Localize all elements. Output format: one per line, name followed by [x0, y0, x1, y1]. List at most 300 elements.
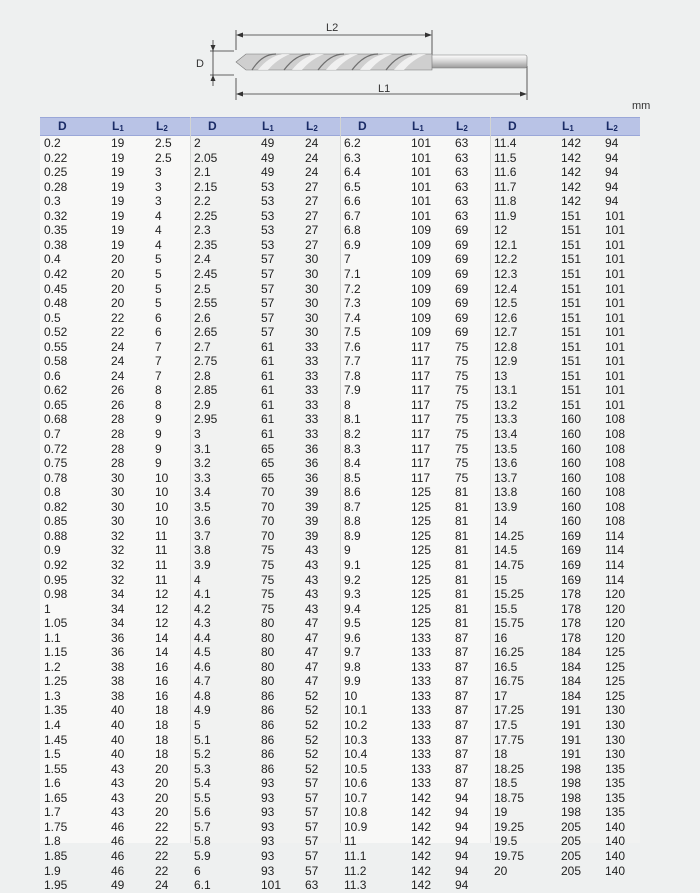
cell-total-length: 38 [111, 674, 125, 689]
cell-flute-length: 75 [455, 397, 469, 412]
cell-total-length: 117 [411, 441, 431, 456]
cell-flute-length: 75 [455, 470, 469, 485]
cell-diameter: 4.8 [194, 688, 211, 703]
cell-diameter: 1.65 [44, 790, 68, 805]
header-l2: $L_2$ [306, 119, 318, 133]
cell-diameter: 2.4 [194, 252, 211, 267]
cell-total-length: 198 [561, 790, 582, 805]
cell-total-length: 19 [111, 208, 125, 223]
cell-diameter: 2.5 [194, 281, 211, 296]
cell-flute-length: 101 [605, 237, 626, 252]
cell-total-length: 160 [561, 412, 582, 427]
cell-flute-length: 87 [455, 747, 469, 762]
cell-diameter: 0.78 [44, 470, 68, 485]
cell-flute-length: 120 [605, 601, 626, 616]
cell-diameter: 7.1 [344, 266, 361, 281]
cell-total-length: 205 [561, 863, 582, 878]
header-l1: $L_1$ [112, 119, 124, 133]
cell-total-length: 24 [111, 354, 125, 369]
cell-flute-length: 87 [455, 630, 469, 645]
cell-diameter: 1.45 [44, 732, 68, 747]
cell-diameter: 2.75 [194, 354, 218, 369]
column-divider [190, 117, 191, 843]
cell-diameter: 11.8 [494, 194, 517, 209]
cell-flute-length: 8 [155, 397, 162, 412]
cell-flute-length: 94 [455, 848, 469, 863]
cell-diameter: 0.5 [44, 310, 61, 325]
cell-flute-length: 27 [305, 208, 319, 223]
cell-diameter: 9.4 [344, 601, 361, 616]
cell-flute-length: 57 [305, 834, 319, 849]
cell-diameter: 3.1 [194, 441, 211, 456]
cell-flute-length: 20 [155, 790, 169, 805]
cell-total-length: 61 [261, 427, 275, 441]
cell-diameter: 6 [194, 863, 201, 878]
cell-diameter: 16 [494, 630, 508, 645]
cell-total-length: 151 [561, 354, 582, 369]
header-d: D [208, 119, 217, 133]
cell-diameter: 17.25 [494, 703, 525, 718]
cell-diameter: 14.75 [494, 557, 525, 572]
cell-diameter: 0.85 [44, 514, 68, 529]
cell-total-length: 32 [111, 572, 125, 587]
cell-diameter: 1.95 [44, 878, 68, 893]
cell-total-length: 133 [411, 674, 432, 689]
cell-total-length: 93 [261, 776, 275, 791]
cell-diameter: 5.3 [194, 761, 211, 776]
cell-diameter: 12.5 [494, 296, 518, 311]
cell-diameter: 13.6 [494, 456, 518, 471]
cell-diameter: 7.7 [344, 354, 361, 369]
cell-flute-length: 75 [455, 412, 469, 427]
cell-flute-length: 9 [155, 427, 162, 441]
cell-flute-length: 81 [455, 616, 469, 631]
cell-total-length: 49 [261, 150, 275, 165]
cell-diameter: 0.8 [44, 485, 61, 500]
cell-flute-length: 63 [455, 194, 469, 209]
cell-diameter: 8.3 [344, 441, 361, 456]
cell-total-length: 178 [561, 587, 582, 602]
cell-total-length: 133 [411, 645, 432, 660]
cell-flute-length: 47 [305, 616, 319, 631]
header-l1: $L_1$ [262, 119, 274, 133]
cell-total-length: 46 [111, 834, 125, 849]
cell-flute-length: 47 [305, 659, 319, 674]
cell-flute-length: 20 [155, 776, 169, 791]
cell-diameter: 2.05 [194, 150, 218, 165]
cell-diameter: 0.35 [44, 223, 68, 238]
cell-total-length: 65 [261, 456, 275, 471]
cell-flute-length: 39 [305, 528, 319, 543]
cell-flute-length: 9 [155, 441, 162, 456]
cell-flute-length: 101 [605, 310, 626, 325]
cell-total-length: 151 [561, 397, 582, 412]
cell-diameter: 10 [344, 688, 358, 703]
cell-flute-length: 39 [305, 514, 319, 529]
cell-total-length: 160 [561, 514, 582, 529]
cell-diameter: 0.98 [44, 587, 68, 602]
cell-diameter: 6.4 [344, 165, 361, 180]
cell-diameter: 1.25 [44, 674, 68, 689]
cell-flute-length: 2.5 [155, 136, 172, 150]
cell-total-length: 80 [261, 645, 275, 660]
cell-flute-length: 24 [305, 136, 319, 150]
cell-diameter: 2.65 [194, 325, 218, 340]
cell-flute-length: 101 [605, 339, 626, 354]
cell-diameter: 18.75 [494, 790, 525, 805]
cell-diameter: 4 [194, 572, 201, 587]
cell-diameter: 2.25 [194, 208, 218, 223]
cell-diameter: 8.7 [344, 499, 361, 514]
length-total-label: L1 [378, 83, 391, 95]
cell-diameter: 4.9 [194, 703, 211, 718]
cell-total-length: 86 [261, 732, 275, 747]
cell-diameter: 5.2 [194, 747, 211, 762]
cell-diameter: 18.25 [494, 761, 525, 776]
cell-total-length: 125 [411, 616, 432, 631]
cell-flute-length: 125 [605, 645, 626, 660]
cell-diameter: 7.4 [344, 310, 361, 325]
cell-flute-length: 16 [155, 659, 169, 674]
cell-diameter: 3.7 [194, 528, 211, 543]
header-l2: $L_2$ [606, 119, 618, 133]
cell-diameter: 11.4 [494, 136, 517, 150]
cell-diameter: 4.2 [194, 601, 211, 616]
cell-total-length: 57 [261, 310, 275, 325]
cell-total-length: 19 [111, 223, 125, 238]
cell-total-length: 61 [261, 354, 275, 369]
cell-flute-length: 69 [455, 252, 469, 267]
cell-flute-length: 101 [605, 208, 626, 223]
cell-total-length: 125 [411, 587, 432, 602]
cell-diameter: 13.7 [494, 470, 518, 485]
cell-total-length: 151 [561, 383, 582, 398]
cell-total-length: 57 [261, 325, 275, 340]
cell-total-length: 205 [561, 834, 582, 849]
cell-total-length: 19 [111, 194, 125, 209]
cell-flute-length: 36 [305, 456, 319, 471]
cell-diameter: 6.2 [344, 136, 361, 150]
cell-flute-length: 75 [455, 339, 469, 354]
cell-total-length: 125 [411, 528, 432, 543]
cell-diameter: 3 [194, 427, 201, 441]
cell-flute-length: 108 [605, 412, 626, 427]
cell-flute-length: 94 [605, 136, 619, 150]
cell-diameter: 11.6 [494, 165, 517, 180]
cell-flute-length: 52 [305, 718, 319, 732]
cell-flute-length: 108 [605, 456, 626, 471]
cell-total-length: 24 [111, 339, 125, 354]
cell-flute-length: 18 [155, 747, 169, 762]
cell-diameter: 5.5 [194, 790, 211, 805]
cell-total-length: 40 [111, 732, 125, 747]
cell-total-length: 109 [411, 281, 432, 296]
cell-flute-length: 39 [305, 485, 319, 500]
cell-diameter: 0.68 [44, 412, 68, 427]
cell-diameter: 13.2 [494, 397, 518, 412]
cell-diameter: 16.5 [494, 659, 518, 674]
cell-flute-length: 33 [305, 354, 319, 369]
cell-diameter: 11.9 [494, 208, 517, 223]
cell-diameter: 2.6 [194, 310, 211, 325]
column-divider [340, 117, 341, 843]
cell-flute-length: 81 [455, 587, 469, 602]
cell-diameter: 8 [344, 397, 351, 412]
cell-diameter: 8.6 [344, 485, 361, 500]
cell-total-length: 117 [411, 456, 431, 471]
cell-total-length: 125 [411, 485, 432, 500]
cell-flute-length: 57 [305, 805, 319, 820]
cell-diameter: 9.1 [344, 557, 361, 572]
cell-diameter: 1.05 [44, 616, 68, 631]
cell-flute-length: 52 [305, 703, 319, 718]
cell-diameter: 4.1 [194, 587, 211, 602]
cell-flute-length: 101 [605, 266, 626, 281]
cell-flute-length: 18 [155, 718, 169, 732]
cell-diameter: 2.1 [194, 165, 211, 180]
cell-total-length: 19 [111, 179, 125, 194]
cell-total-length: 142 [561, 136, 582, 150]
cell-diameter: 3.8 [194, 543, 211, 558]
cell-diameter: 12.1 [494, 237, 518, 252]
cell-diameter: 2.55 [194, 296, 218, 311]
cell-flute-length: 94 [455, 834, 469, 849]
cell-flute-length: 140 [605, 834, 626, 849]
cell-total-length: 49 [261, 136, 275, 150]
cell-diameter: 5.7 [194, 819, 211, 834]
cell-flute-length: 81 [455, 528, 469, 543]
cell-diameter: 7.8 [344, 368, 361, 383]
cell-total-length: 142 [411, 878, 432, 893]
cell-flute-length: 57 [305, 848, 319, 863]
cell-total-length: 30 [111, 514, 125, 529]
cell-total-length: 198 [561, 805, 582, 820]
cell-flute-length: 114 [605, 543, 625, 558]
cell-flute-length: 81 [455, 485, 469, 500]
cell-total-length: 117 [411, 354, 431, 369]
cell-diameter: 1.6 [44, 776, 61, 791]
cell-flute-length: 11 [155, 528, 168, 543]
cell-flute-length: 16 [155, 674, 169, 689]
cell-diameter: 2.7 [194, 339, 211, 354]
cell-total-length: 117 [411, 339, 431, 354]
cell-total-length: 151 [561, 281, 582, 296]
cell-diameter: 0.3 [44, 194, 61, 209]
cell-flute-length: 5 [155, 296, 162, 311]
cell-diameter: 1 [44, 601, 51, 616]
cell-diameter: 12.3 [494, 266, 518, 281]
cell-flute-length: 5 [155, 252, 162, 267]
cell-flute-length: 81 [455, 543, 469, 558]
cell-flute-length: 57 [305, 863, 319, 878]
cell-total-length: 191 [561, 703, 582, 718]
cell-flute-length: 75 [455, 456, 469, 471]
cell-total-length: 160 [561, 485, 582, 500]
cell-flute-length: 43 [305, 572, 319, 587]
cell-flute-length: 24 [305, 150, 319, 165]
cell-flute-length: 12 [155, 616, 169, 631]
cell-total-length: 109 [411, 310, 432, 325]
cell-flute-length: 81 [455, 557, 469, 572]
cell-total-length: 46 [111, 819, 125, 834]
header-d: D [358, 119, 367, 133]
cell-flute-length: 12 [155, 601, 169, 616]
cell-flute-length: 87 [455, 761, 469, 776]
cell-flute-length: 108 [605, 485, 626, 500]
cell-flute-length: 130 [605, 703, 626, 718]
cell-diameter: 0.9 [44, 543, 61, 558]
header-l2: $L_2$ [156, 119, 168, 133]
cell-total-length: 43 [111, 790, 125, 805]
cell-total-length: 80 [261, 674, 275, 689]
cell-total-length: 34 [111, 601, 125, 616]
cell-total-length: 178 [561, 616, 582, 631]
cell-total-length: 20 [111, 281, 125, 296]
cell-flute-length: 101 [605, 252, 626, 267]
cell-flute-length: 22 [155, 848, 169, 863]
cell-flute-length: 120 [605, 616, 626, 631]
cell-diameter: 9 [344, 543, 351, 558]
cell-diameter: 15.75 [494, 616, 525, 631]
cell-flute-length: 57 [305, 776, 319, 791]
cell-flute-length: 140 [605, 848, 626, 863]
cell-flute-length: 101 [605, 383, 626, 398]
cell-flute-length: 87 [455, 659, 469, 674]
cell-flute-length: 57 [305, 790, 319, 805]
cell-total-length: 125 [411, 601, 432, 616]
cell-flute-length: 20 [155, 805, 169, 820]
cell-diameter: 5.8 [194, 834, 211, 849]
cell-diameter: 15 [494, 572, 508, 587]
header-l1: $L_1$ [562, 119, 574, 133]
cell-flute-length: 114 [605, 572, 625, 587]
cell-flute-length: 75 [455, 354, 469, 369]
cell-total-length: 26 [111, 383, 125, 398]
cell-flute-length: 9 [155, 412, 162, 427]
cell-diameter: 16.25 [494, 645, 525, 660]
cell-diameter: 14.25 [494, 528, 525, 543]
cell-total-length: 133 [411, 659, 432, 674]
cell-total-length: 142 [561, 194, 582, 209]
cell-total-length: 20 [111, 296, 125, 311]
cell-total-length: 43 [111, 761, 125, 776]
cell-total-length: 125 [411, 543, 432, 558]
cell-total-length: 205 [561, 819, 582, 834]
cell-total-length: 32 [111, 557, 125, 572]
header-d: D [58, 119, 67, 133]
cell-flute-length: 69 [455, 237, 469, 252]
cell-total-length: 93 [261, 790, 275, 805]
cell-diameter: 4.3 [194, 616, 211, 631]
cell-flute-length: 27 [305, 179, 319, 194]
cell-total-length: 61 [261, 339, 275, 354]
cell-flute-length: 81 [455, 601, 469, 616]
cell-diameter: 0.52 [44, 325, 68, 340]
cell-diameter: 10.7 [344, 790, 368, 805]
cell-total-length: 151 [561, 325, 582, 340]
cell-diameter: 1.4 [44, 718, 61, 732]
cell-flute-length: 30 [305, 310, 319, 325]
cell-diameter: 1.55 [44, 761, 68, 776]
cell-total-length: 93 [261, 863, 275, 878]
cell-flute-length: 125 [605, 688, 626, 703]
cell-total-length: 198 [561, 776, 582, 791]
cell-diameter: 0.28 [44, 179, 68, 194]
cell-flute-length: 87 [455, 645, 469, 660]
cell-flute-length: 87 [455, 674, 469, 689]
cell-total-length: 151 [561, 223, 582, 238]
cell-total-length: 80 [261, 630, 275, 645]
cell-flute-length: 27 [305, 237, 319, 252]
diameter-label: D [196, 58, 204, 70]
cell-flute-length: 24 [155, 878, 169, 893]
cell-diameter: 0.48 [44, 296, 68, 311]
cell-diameter: 8.4 [344, 456, 361, 471]
cell-total-length: 86 [261, 761, 275, 776]
cell-total-length: 117 [411, 470, 431, 485]
cell-flute-length: 69 [455, 296, 469, 311]
cell-flute-length: 135 [605, 805, 626, 820]
cell-total-length: 184 [561, 674, 582, 689]
cell-flute-length: 9 [155, 456, 162, 471]
cell-total-length: 151 [561, 208, 582, 223]
cell-flute-length: 16 [155, 688, 169, 703]
cell-flute-length: 94 [605, 150, 619, 165]
cell-diameter: 2.2 [194, 194, 211, 209]
cell-total-length: 75 [261, 601, 275, 616]
cell-diameter: 1.85 [44, 848, 68, 863]
cell-diameter: 6.1 [194, 878, 211, 893]
cell-diameter: 18 [494, 747, 508, 762]
cell-total-length: 57 [261, 252, 275, 267]
cell-total-length: 28 [111, 441, 125, 456]
cell-flute-length: 52 [305, 732, 319, 747]
cell-flute-length: 81 [455, 572, 469, 587]
cell-diameter: 0.75 [44, 456, 68, 471]
cell-diameter: 5.4 [194, 776, 211, 791]
cell-flute-length: 33 [305, 339, 319, 354]
cell-flute-length: 101 [605, 281, 626, 296]
cell-diameter: 9.2 [344, 572, 361, 587]
cell-total-length: 86 [261, 703, 275, 718]
cell-diameter: 6.5 [344, 179, 361, 194]
cell-total-length: 117 [411, 368, 431, 383]
cell-total-length: 28 [111, 412, 125, 427]
cell-total-length: 49 [261, 165, 275, 180]
cell-flute-length: 2.5 [155, 150, 172, 165]
cell-diameter: 19.75 [494, 848, 525, 863]
cell-flute-length: 18 [155, 732, 169, 747]
cell-total-length: 101 [411, 136, 432, 150]
cell-flute-length: 125 [605, 674, 626, 689]
cell-flute-length: 101 [605, 354, 626, 369]
cell-diameter: 13.3 [494, 412, 518, 427]
cell-total-length: 49 [111, 878, 125, 893]
cell-diameter: 0.88 [44, 528, 68, 543]
cell-total-length: 93 [261, 834, 275, 849]
cell-flute-length: 43 [305, 557, 319, 572]
cell-flute-length: 33 [305, 427, 319, 441]
cell-flute-length: 5 [155, 281, 162, 296]
cell-total-length: 101 [411, 179, 432, 194]
cell-diameter: 9.3 [344, 587, 361, 602]
cell-total-length: 101 [411, 150, 432, 165]
cell-total-length: 86 [261, 718, 275, 732]
cell-total-length: 142 [561, 179, 582, 194]
cell-total-length: 38 [111, 659, 125, 674]
cell-diameter: 0.82 [44, 499, 68, 514]
cell-total-length: 151 [561, 237, 582, 252]
